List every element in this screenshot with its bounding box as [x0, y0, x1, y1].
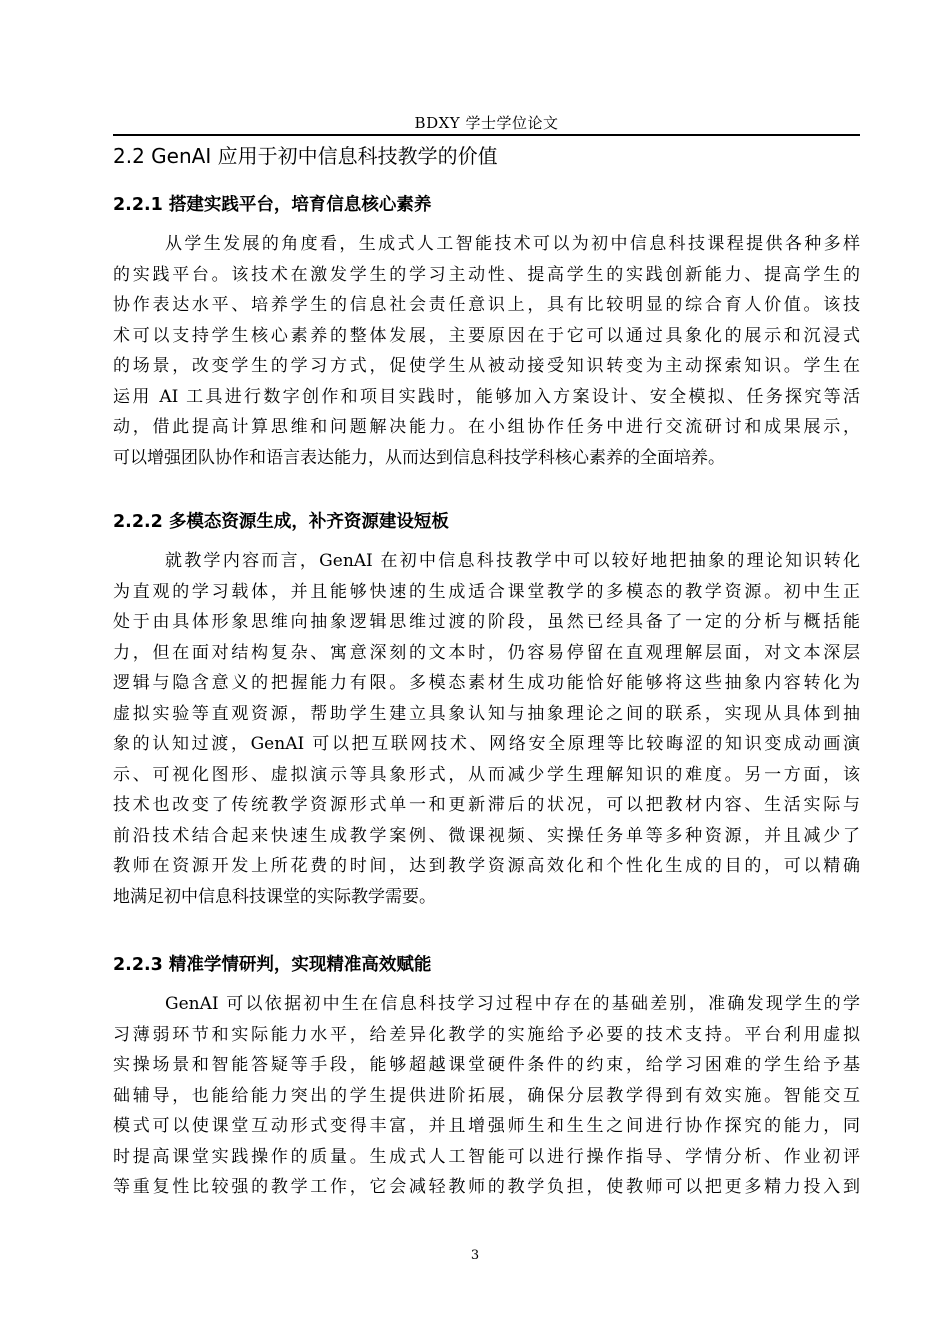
paragraph-line: 运用 AI 工具进行数字创作和项目实践时，能够加入方案设计、安全模拟、任务探究等活 — [113, 386, 860, 407]
paragraph-line: 地满足初中信息科技课堂的实际教学需要。 — [113, 886, 436, 907]
paragraph-line: 力，但在面对结构复杂、寓意深刻的文本时，仍容易停留在直观理解层面，对文本深层 — [113, 642, 860, 663]
page-number: 3 — [470, 1248, 480, 1263]
paragraph-line: 动，借此提高计算思维和问题解决能力。在小组协作任务中进行交流研讨和成果展示， — [113, 417, 860, 437]
paragraph-line: 逻辑与隐含意义的把握能力有限。多模态素材生成功能恰好能够将这些抽象内容转化为 — [113, 673, 860, 693]
paragraph-line: 虚拟实验等直观资源，帮助学生建立具象认知与抽象理论之间的联系，实现从具体到抽 — [113, 703, 860, 724]
paragraph-line: 为直观的学习载体，并且能够快速的生成适合课堂教学的多模态的教学资源。初中生正 — [113, 581, 860, 602]
paragraph-line: 象的认知过渡，GenAI 可以把互联网技术、网络安全原理等比较晦涩的知识变成动画演 — [113, 734, 860, 754]
paragraph-2-2-2 — [113, 546, 860, 912]
running-header: BDXY 学士学位论文 — [414, 114, 559, 132]
paragraph-line: 时提高课堂实践操作的质量。生成式人工智能可以进行操作指导、学情分析、作业初评 — [113, 1146, 860, 1167]
section-heading: 2.2 GenAI 应用于初中信息科技教学的价值 — [113, 144, 498, 168]
paragraph-line: 从学生发展的角度看，生成式人工智能技术可以为初中信息科技课程提供各种多样 — [165, 234, 860, 254]
paragraph-line: 处于由具体形象思维向抽象逻辑思维过渡的阶段，虽然已经具备了一定的分析与概括能 — [113, 612, 860, 632]
header-rule — [113, 134, 860, 136]
paragraph-line: 习薄弱环节和实际能力水平，给差异化教学的实施给予必要的技术支持。平台利用虚拟 — [113, 1024, 860, 1045]
paragraph-line: 技术也改变了传统教学资源形式单一和更新滞后的状况，可以把教材内容、生活实际与 — [113, 795, 860, 815]
paragraph-line: 前沿技术结合起来快速生成教学案例、微课视频、实操任务单等多种资源，并且减少了 — [113, 825, 860, 846]
paragraph-line: 模式可以使课堂互动形式变得丰富，并且增强师生和生生之间进行协作探究的能力，同 — [113, 1116, 860, 1136]
paragraph-line: 就教学内容而言，GenAI 在初中信息科技教学中可以较好地把抽象的理论知识转化 — [165, 551, 860, 571]
subsection-heading-2-2-1: 2.2.1 搭建实践平台，培育信息核心素养 — [113, 195, 432, 215]
paragraph-line: 的场景，改变学生的学习方式，促使学生从被动接受知识转变为主动探索知识。学生在 — [113, 356, 860, 376]
paragraph-line: 础辅导，也能给能力突出的学生提供进阶拓展，确保分层教学得到有效实施。智能交互 — [113, 1085, 860, 1106]
paragraph-line: 可以增强团队协作和语言表达能力，从而达到信息科技学科核心素养的全面培养。 — [113, 447, 725, 468]
subsection-heading-2-2-3: 2.2.3 精准学情研判，实现精准高效赋能 — [113, 955, 432, 975]
paragraph-line: 教师在资源开发上所花费的时间，达到教学资源高效化和个性化生成的目的，可以精确 — [113, 856, 860, 876]
paragraph-line: GenAI 可以依据初中生在信息科技学习过程中存在的基础差别，准确发现学生的学 — [165, 994, 860, 1014]
paragraph-2-2-3 — [113, 989, 860, 1203]
paragraph-line: 实操场景和智能答疑等手段，能够超越课堂硬件条件的约束，给学习困难的学生给予基 — [113, 1055, 860, 1075]
paragraph-line: 术可以支持学生核心素养的整体发展，主要原因在于它可以通过具象化的展示和沉浸式 — [113, 325, 860, 346]
paragraph-line: 协作表达水平、培养学生的信息社会责任意识上，具有比较明显的综合育人价值。该技 — [113, 295, 860, 315]
paragraph-line: 等重复性比较强的教学工作，它会减轻教师的教学负担，使教师可以把更多精力投入到 — [113, 1177, 860, 1197]
subsection-heading-2-2-2: 2.2.2 多模态资源生成，补齐资源建设短板 — [113, 512, 449, 532]
paragraph-line: 示、可视化图形、虚拟演示等具象形式，从而减少学生理解知识的难度。另一方面，该 — [113, 764, 860, 785]
paragraph-2-2-1 — [113, 229, 860, 473]
paragraph-line: 的实践平台。该技术在激发学生的学习主动性、提高学生的实践创新能力、提高学生的 — [113, 264, 860, 285]
